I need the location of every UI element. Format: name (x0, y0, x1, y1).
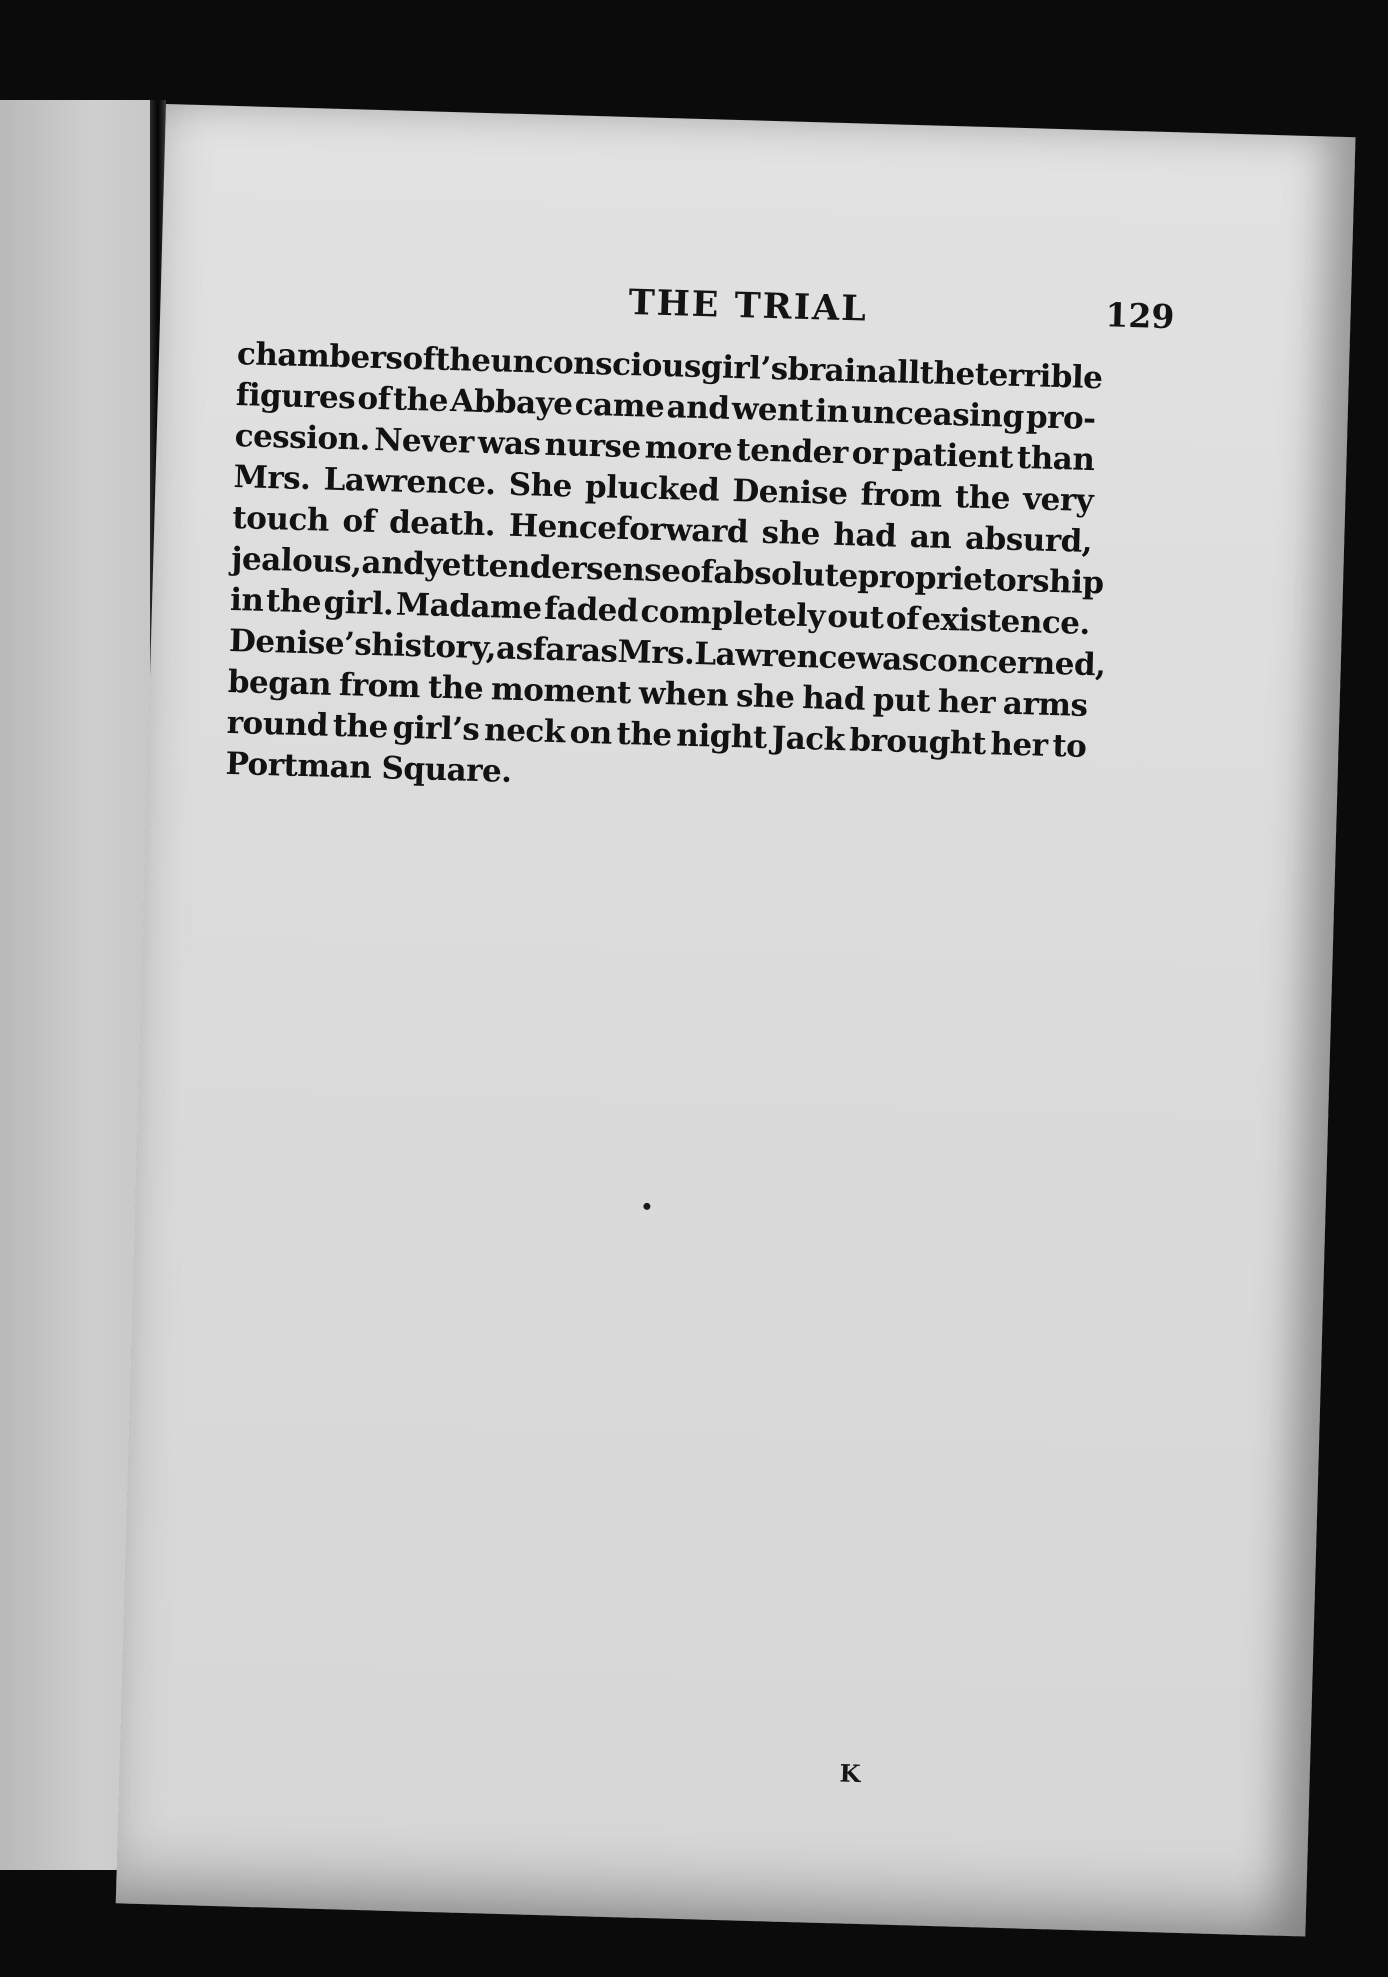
word: or (851, 435, 889, 473)
word: arms (1002, 685, 1089, 724)
word: proprietorship (857, 558, 1105, 602)
word: out (826, 598, 884, 637)
word: far (532, 631, 582, 669)
word: to (1051, 728, 1087, 765)
word: from (860, 476, 943, 515)
book-page (116, 104, 1356, 1937)
word: tender (474, 547, 587, 587)
word: had (801, 680, 866, 718)
word: round (226, 704, 329, 744)
word: the (392, 381, 449, 419)
word: had (832, 516, 897, 555)
word: from (338, 667, 421, 706)
chapter-title: THE TRIAL (628, 282, 869, 330)
word: was (477, 424, 542, 463)
word: sense (585, 550, 681, 590)
word: unconscious (490, 343, 702, 386)
word: figures (235, 377, 356, 417)
word: in (814, 393, 850, 431)
page-number: 129 (1104, 295, 1175, 337)
word: Lawrence (693, 635, 857, 677)
word: completely (640, 593, 826, 635)
word: on (569, 714, 613, 752)
word: concerned, (918, 642, 1107, 684)
word: of (341, 503, 377, 541)
word: girl. (323, 584, 394, 623)
word: patient (891, 436, 1014, 476)
word: as (580, 632, 619, 670)
word: than (1016, 439, 1095, 479)
word: was (855, 640, 920, 679)
word: Denise’s (228, 622, 372, 663)
word: the (427, 669, 484, 708)
word: of (401, 340, 436, 378)
word: and (666, 389, 730, 427)
word: history, (370, 626, 497, 667)
word: the (332, 707, 389, 746)
word: as (495, 630, 534, 668)
word: night (675, 717, 768, 757)
word: Abbaye (449, 383, 573, 423)
word: an (909, 518, 952, 557)
word: she (761, 514, 821, 553)
word: put (872, 681, 931, 720)
word: brain (787, 351, 879, 390)
word: in (229, 581, 264, 619)
word: cession. (234, 418, 371, 458)
word: of (885, 600, 920, 638)
word: she (735, 678, 795, 716)
word: and (361, 544, 425, 583)
word: Mrs. (617, 633, 695, 672)
word: terrible (974, 356, 1103, 397)
word: death. (388, 504, 496, 544)
body-text (225, 334, 1107, 809)
word: nurse (544, 426, 642, 466)
signature-mark: K (839, 1758, 861, 1789)
word: the (954, 479, 1011, 517)
word: the (919, 355, 976, 393)
word: jealous, (230, 541, 363, 581)
word: all (877, 353, 921, 392)
word: existence. (920, 601, 1091, 642)
word: went (731, 390, 814, 430)
word: girl’s (392, 709, 480, 748)
word: her (989, 726, 1049, 764)
word: faded (543, 590, 639, 630)
word: the (265, 582, 322, 621)
word: unceasing (850, 394, 1025, 436)
word: more (644, 429, 733, 468)
word: Madame (395, 586, 543, 627)
word: Never (373, 421, 475, 461)
word: Jack (771, 720, 846, 759)
word: Lawrence. (323, 461, 497, 503)
word: girl’s (700, 349, 789, 388)
word: neck (483, 712, 566, 751)
word: tender (735, 432, 849, 472)
word: absolute (712, 554, 859, 595)
word: Denise (731, 472, 848, 513)
word: the (434, 341, 492, 380)
word: brought (848, 722, 987, 763)
word: Mrs. (233, 459, 311, 498)
word: pro- (1025, 399, 1097, 438)
word: of (679, 553, 714, 591)
word: when (638, 675, 729, 714)
ink-speck (643, 1203, 650, 1210)
word: of (357, 380, 392, 418)
word: touch (231, 500, 330, 539)
word: moment (490, 671, 632, 712)
word: very (1022, 481, 1094, 520)
word: chambers (236, 336, 403, 377)
word: her (937, 683, 996, 722)
word: came (574, 386, 665, 426)
word: Henceforward (508, 507, 749, 551)
text-line-last: Portman Square. (225, 745, 513, 790)
word: plucked (584, 468, 720, 509)
word: absurd, (964, 520, 1093, 561)
word: the (616, 715, 673, 754)
word: yet (423, 546, 476, 584)
word: She (508, 466, 573, 505)
word: began (227, 663, 332, 703)
